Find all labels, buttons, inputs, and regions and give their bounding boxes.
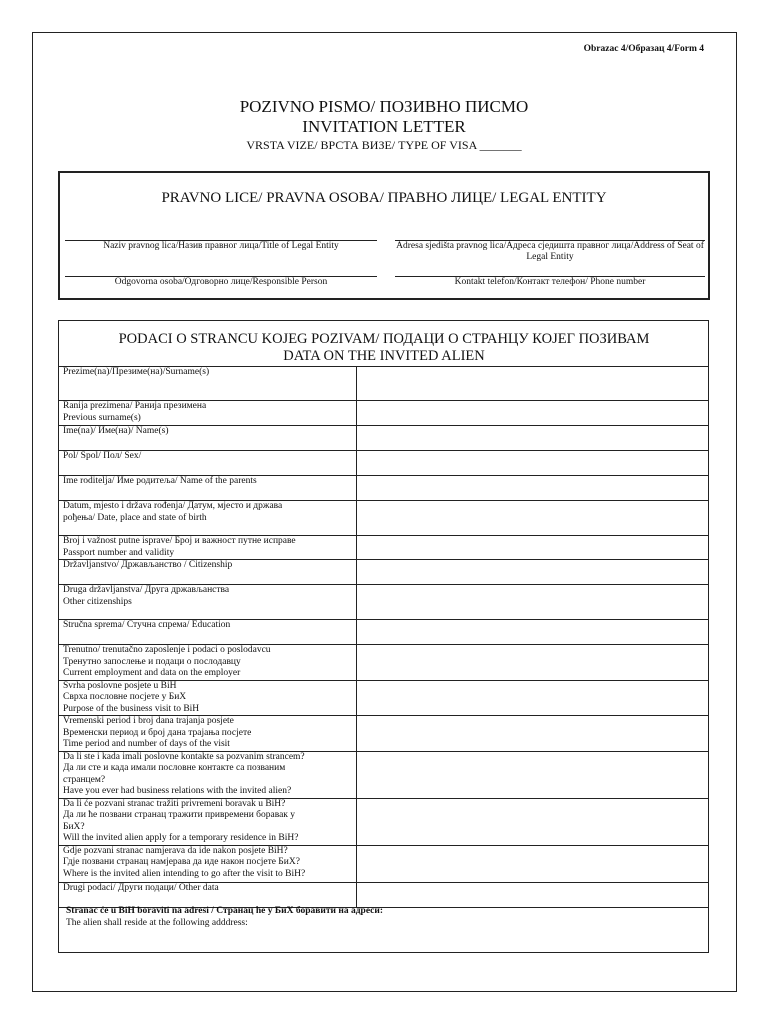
- row-value-field[interactable]: [357, 476, 709, 501]
- row-label-line: Временски период и број дана трајања посјете: [63, 727, 252, 738]
- row-label: [59, 476, 357, 501]
- row-value-field[interactable]: [357, 751, 709, 798]
- row-label-line: Current employment and data on the employer: [63, 668, 241, 678]
- row-label-line: Other citizenships: [63, 596, 132, 607]
- visa-type-field[interactable]: VRSTA VIZE/ ВРСТА ВИЗЕ/ TYPE OF VISA _______: [246, 138, 522, 152]
- row-label-line: Gdje pozvani stranac namjerava da ide nakon posjete BiH?: [63, 845, 288, 856]
- invited-alien-title-local: PODACI O STRANCU KOJEG POZIVAM/ ПОДАЦИ О СТРАНЦУ КОЈЕГ ПОЗИВАМ: [118, 331, 650, 347]
- row-label: [59, 426, 357, 451]
- row-label-line: Trenutno/ trenutačno zaposlenje i podaci o poslodavcu: [63, 645, 271, 655]
- row-label-line: Тренутно запослење и подаци о послодавцу: [63, 656, 241, 667]
- table-row: [59, 680, 709, 716]
- row-label-line: Državljanstvo/ Држављанство / Citizenship: [63, 560, 233, 570]
- row-label: [59, 560, 357, 585]
- table-row: [59, 620, 709, 645]
- row-label-line: Where is the invited alien intending to go after the visit to BiH?: [63, 868, 306, 879]
- legal-entity-section: [58, 171, 710, 300]
- row-label: [59, 882, 357, 907]
- row-value-field[interactable]: [357, 620, 709, 645]
- row-label: [59, 585, 357, 620]
- row-label-line: Broj i važnost putne isprave/ Број и важност путне исправе: [63, 536, 296, 546]
- table-row: [59, 476, 709, 501]
- form-number: Obrazac 4/Образац 4/Form 4: [583, 44, 704, 54]
- row-label-line: Ime roditelja/ Име родитеља/ Name of the parents: [63, 476, 257, 486]
- row-label-line: странцем?: [63, 774, 106, 785]
- row-label-line: Drugi podaci/ Други подаци/ Other data: [63, 882, 219, 893]
- title-invitation-english: INVITATION LETTER: [302, 117, 466, 136]
- row-label-line: Purpose of the business visit to BiH: [63, 703, 200, 714]
- table-row: [59, 451, 709, 476]
- row-label-line: Prezime(na)/Презиме(на)/Surname(s): [63, 367, 210, 377]
- row-label-line: Da li ste i kada imali poslovne kontakte sa pozvanim strancem?: [63, 751, 305, 762]
- row-label: [59, 751, 357, 798]
- legal-entity-title: PRAVNO LICE/ PRAVNA OSOBA/ ПРАВНО ЛИЦЕ/ LEGAL ENTITY: [161, 190, 607, 206]
- table-row: [59, 560, 709, 585]
- row-label: [59, 845, 357, 882]
- row-label: [59, 451, 357, 476]
- row-label-line: Passport number and validity: [63, 547, 175, 558]
- table-row: [59, 367, 709, 401]
- row-label: [59, 798, 357, 845]
- residence-address-label-local: Stranac će u BiH boraviti na adresi / Странац ће у БиХ боравити на адреси:: [66, 906, 384, 916]
- row-value-field[interactable]: [357, 645, 709, 681]
- row-label-line: Have you ever had business relations with the invited alien?: [63, 786, 292, 796]
- table-row: [59, 845, 709, 882]
- table-row: [59, 751, 709, 798]
- table-row: [59, 798, 709, 845]
- legal-entity-name-label: Naziv pravnog lica/Назив правног лица/Title of Legal Entity: [103, 241, 339, 251]
- table-row: [59, 882, 709, 907]
- row-label: [59, 401, 357, 426]
- row-value-field[interactable]: [357, 501, 709, 536]
- table-row: [59, 645, 709, 681]
- row-label-line: рођења/ Date, place and state of birth: [63, 512, 207, 523]
- row-value-field[interactable]: [357, 716, 709, 752]
- table-row: [59, 426, 709, 451]
- row-label-line: Datum, mjesto i država rođenja/ Датум, мјесто и држава: [63, 501, 283, 511]
- row-value-field[interactable]: [357, 882, 709, 907]
- row-label-line: Vremenski period i broj dana trajanja posjete: [63, 716, 234, 726]
- row-label-line: Da li će pozvani stranac tražiti privremeni boravak u BiH?: [63, 798, 286, 809]
- row-value-field[interactable]: [357, 560, 709, 585]
- row-label-line: Да ли ће позвани странац тражити привремени боравак у: [63, 810, 296, 820]
- table-row: [59, 501, 709, 536]
- row-value-field[interactable]: [357, 536, 709, 560]
- phone-number-label: Kontakt telefon/Контакт телефон/ Phone number: [454, 277, 646, 287]
- row-label: [59, 501, 357, 536]
- row-label: [59, 536, 357, 560]
- row-label-line: Stručna sprema/ Стучна спрема/ Education: [63, 620, 231, 630]
- title-invitation-local: POZIVNO PISMO/ ПОЗИВНО ПИСМО: [239, 97, 529, 116]
- row-label-line: Will the invited alien apply for a temporary residence in BiH?: [63, 833, 299, 843]
- legal-entity-address-field[interactable]: [395, 240, 705, 263]
- row-label-line: Ime(na)/ Име(на)/ Name(s): [63, 426, 169, 436]
- row-value-field[interactable]: [357, 845, 709, 882]
- residence-address-label-english: The alien shall reside at the following adddress:: [66, 917, 248, 928]
- table-row: [59, 536, 709, 560]
- row-value-field[interactable]: [357, 426, 709, 451]
- row-label-line: Да ли сте и када имали пословне контакте са позваним: [63, 763, 286, 773]
- row-label-line: Pol/ Spol/ Пол/ Sex/: [63, 451, 142, 461]
- row-label: [59, 716, 357, 752]
- row-label: [59, 680, 357, 716]
- legal-entity-name-field[interactable]: [65, 240, 377, 252]
- invited-alien-title-english: DATA ON THE INVITED ALIEN: [283, 348, 485, 364]
- row-value-field[interactable]: [357, 680, 709, 716]
- row-label-line: Druga državljanstva/ Друга држављанства: [63, 585, 230, 595]
- residence-address-block[interactable]: [66, 906, 383, 929]
- responsible-person-field[interactable]: [65, 276, 377, 288]
- row-value-field[interactable]: [357, 401, 709, 426]
- row-label-line: Ranija prezimena/ Ранија презимена: [63, 401, 207, 411]
- legal-entity-address-label: Adresa sjedišta pravnog lica/Адреса сједишта правног лица/Address of Seat of Legal Entity: [396, 241, 704, 262]
- row-label-line: Previous surname(s): [63, 412, 141, 423]
- phone-number-field[interactable]: [395, 276, 705, 288]
- row-label-line: Сврха пословне посјете у БиХ: [63, 692, 187, 702]
- row-label-line: Гдје позвани странац намјерава да иде након посјете БиХ?: [63, 857, 300, 867]
- row-value-field[interactable]: [357, 798, 709, 845]
- alien-data-table: [58, 366, 709, 908]
- row-value-field[interactable]: [357, 451, 709, 476]
- row-value-field[interactable]: [357, 367, 709, 401]
- row-label: [59, 367, 357, 401]
- invited-alien-title: [0, 331, 768, 365]
- table-row: [59, 401, 709, 426]
- row-label-line: Svrha poslovne posjete u BiH: [63, 680, 177, 691]
- row-label: [59, 645, 357, 681]
- responsible-person-label: Odgovorna osoba/Одговорно лице/Responsible Person: [114, 277, 328, 287]
- table-row: [59, 716, 709, 752]
- row-label-line: Time period and number of days of the visit: [63, 739, 230, 749]
- row-value-field[interactable]: [357, 585, 709, 620]
- row-label: [59, 620, 357, 645]
- row-label-line: БиХ?: [63, 821, 85, 832]
- table-row: [59, 585, 709, 620]
